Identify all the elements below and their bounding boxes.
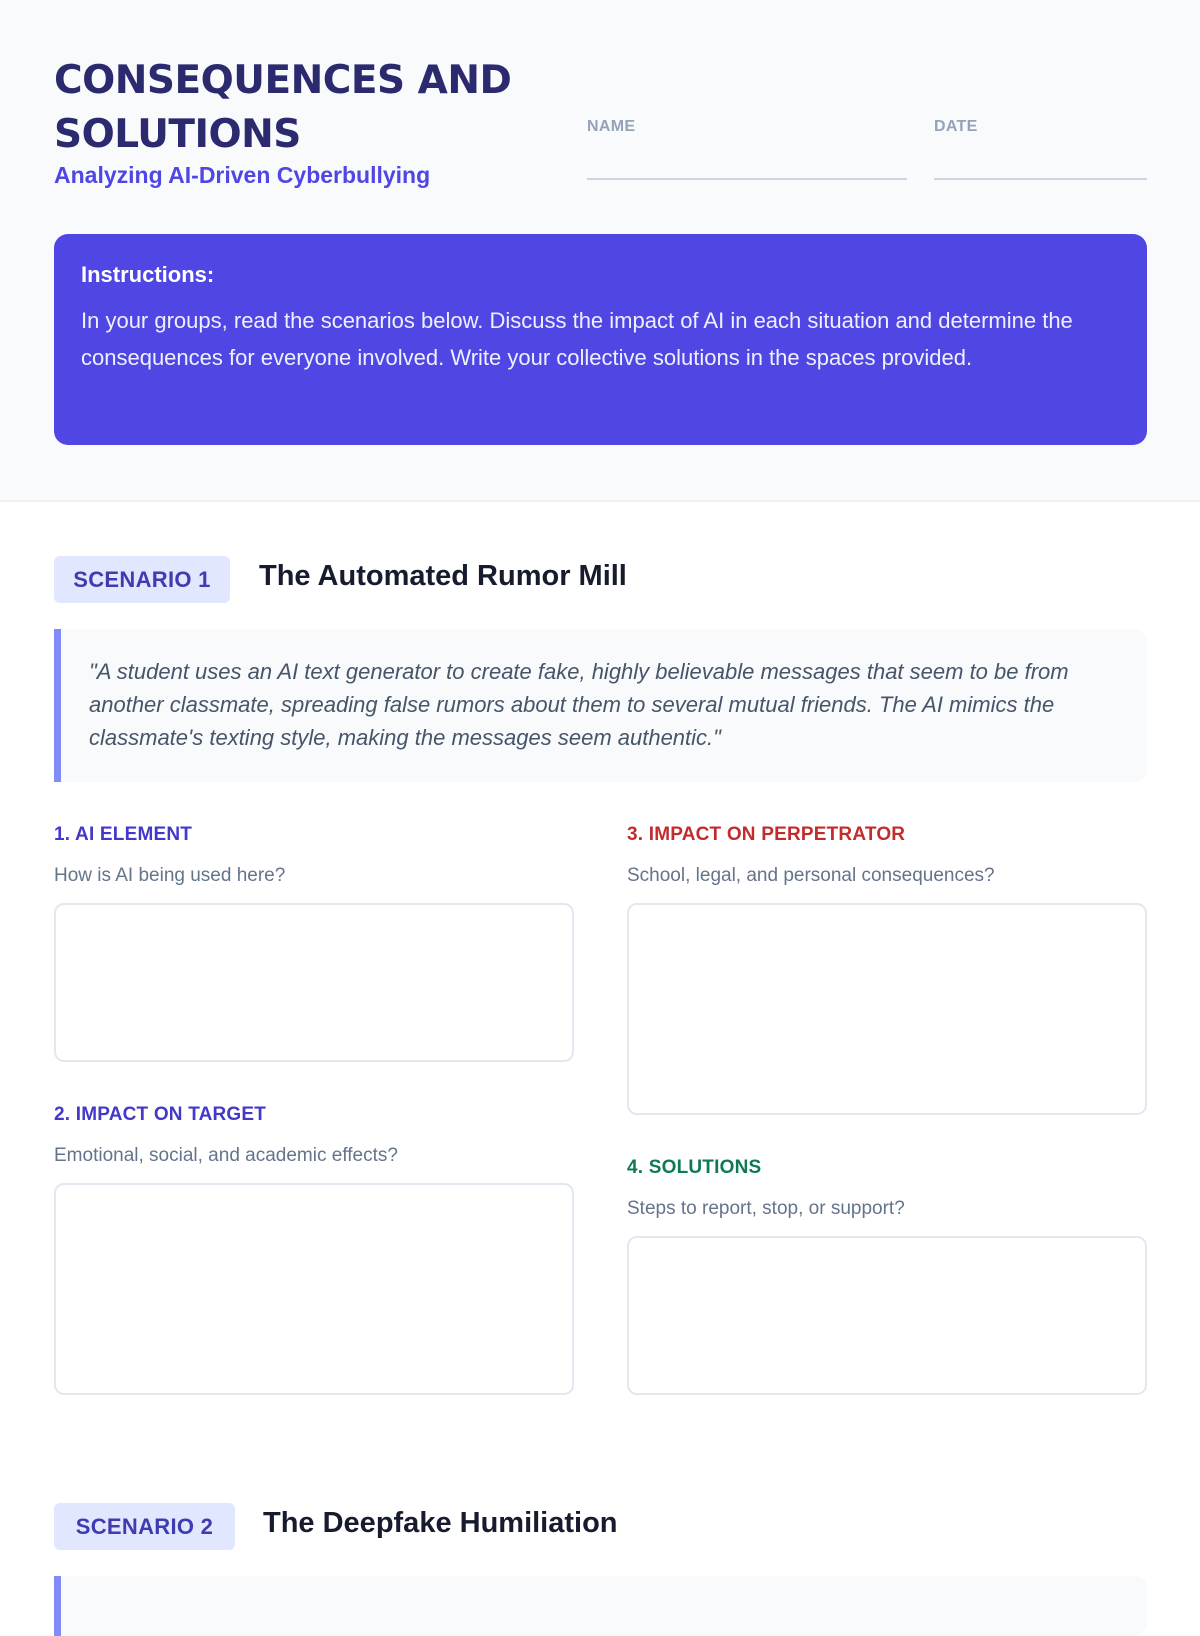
date-field-label: DATE	[934, 118, 978, 135]
scenario-2-quote	[54, 1576, 1147, 1636]
instructions-box	[54, 234, 1147, 445]
instructions-title: Instructions:	[81, 262, 215, 287]
solutions-hint: Steps to report, stop, or support?	[627, 1198, 905, 1219]
instructions-text: In your groups, read the scenarios below. Discuss the impact of AI in each situation and determine the consequences for everyone involved. Write your collective solutions in the spaces provided.	[81, 308, 1073, 370]
name-field[interactable]	[587, 178, 907, 180]
scenario-2-title: The Deepfake Humiliation	[263, 1507, 618, 1539]
name-field-label: NAME	[587, 118, 636, 135]
ai-element-answer-box[interactable]	[54, 903, 574, 1062]
ai-element-label: 1. AI ELEMENT	[54, 824, 193, 845]
worksheet-title: CONSEQUENCES AND SOLUTIONS	[54, 58, 512, 157]
solutions-answer-box[interactable]	[627, 1236, 1147, 1395]
worksheet-subtitle: Analyzing AI-Driven Cyberbullying	[54, 162, 431, 188]
solutions-label: 4. SOLUTIONS	[627, 1157, 762, 1178]
impact-on-target-answer-box[interactable]	[54, 1183, 574, 1395]
scenario-1-badge: SCENARIO 1	[54, 556, 230, 603]
scenario-1-quote: "A student uses an AI text generator to create fake, highly believable messages that seem to be from another classmate, spreading false rumors about them to several mutual friends. The AI mimics the classmate's texting style, making the messages seem authentic."	[54, 629, 1147, 782]
ai-element-hint: How is AI being used here?	[54, 865, 286, 886]
impact-on-perpetrator-answer-box[interactable]	[627, 903, 1147, 1115]
scenario-2-badge: SCENARIO 2	[54, 1503, 235, 1550]
date-field[interactable]	[934, 178, 1147, 180]
scenario-1-title: The Automated Rumor Mill	[259, 560, 627, 592]
impact-on-target-hint: Emotional, social, and academic effects?	[54, 1145, 398, 1166]
impact-on-perpetrator-label: 3. IMPACT ON PERPETRATOR	[627, 824, 906, 845]
impact-on-target-label: 2. IMPACT ON TARGET	[54, 1104, 267, 1125]
impact-on-perpetrator-hint: School, legal, and personal consequences?	[627, 865, 995, 886]
